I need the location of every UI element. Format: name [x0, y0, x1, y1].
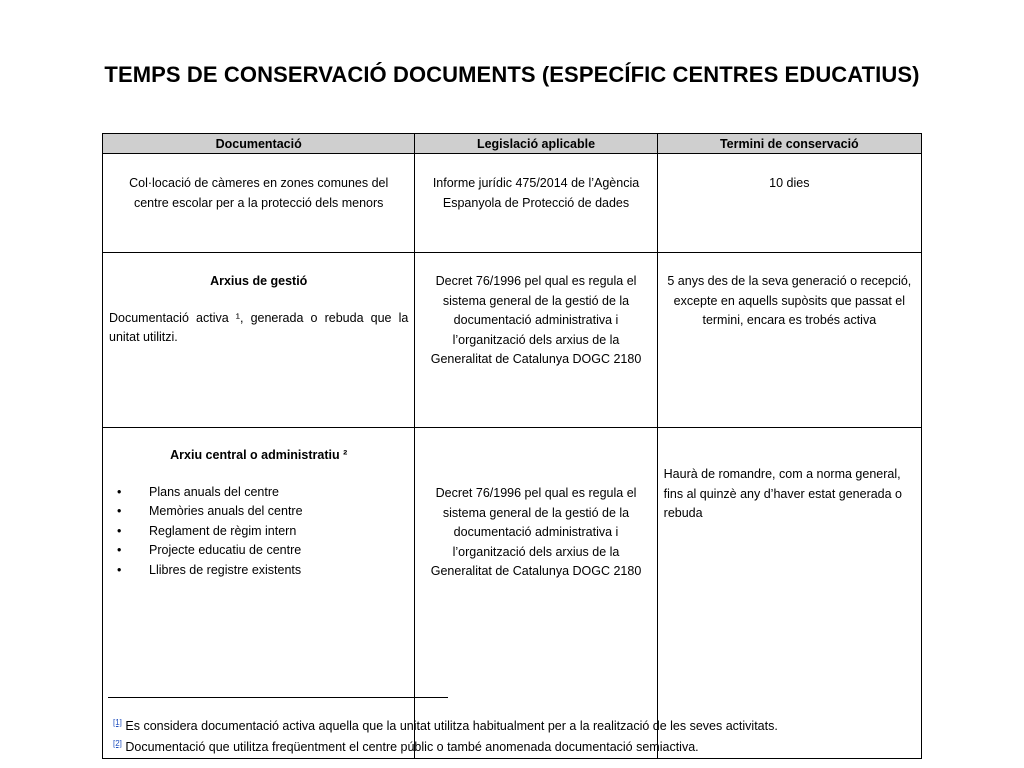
cell-termini: [657, 428, 921, 759]
doc-text-line: Col·locació de càmeres en zones comunes del: [129, 176, 389, 190]
term-text-line: 5 anys des de la seva generació o recepció,: [667, 274, 912, 288]
cell-legislacio: [415, 154, 657, 253]
cell-termini: [657, 253, 921, 428]
law-text-line: Decret 76/1996 pel qual es regula el: [435, 274, 637, 288]
term-text: 10 dies: [769, 176, 810, 190]
doc-description: Documentació activa ¹, generada o rebuda que la unitat utilitzi.: [109, 310, 409, 344]
table-row: [103, 154, 922, 253]
list-item: [109, 561, 408, 581]
list-item-label: Projecte educatiu de centre: [149, 543, 302, 557]
cell-documentacio: [103, 253, 415, 428]
law-text-line: Generalitat de Catalunya DOGC 2180: [430, 352, 642, 366]
cell-termini: [657, 154, 921, 253]
header-termini: Termini de conservació: [657, 134, 921, 154]
footnotes: [113, 714, 778, 756]
list-item-label: Memòries anuals del centre: [149, 504, 303, 518]
footnote-1: [113, 714, 778, 735]
term-text-line: Haurà de romandre, com a norma general,: [663, 467, 901, 481]
list-item: [109, 522, 408, 542]
footnote-text: Es considera documentació activa aquella que la unitat utilitza habitualment per a la realització de les seves activitats.: [121, 719, 778, 734]
bullet-icon: •: [117, 504, 122, 518]
header-legislacio: Legislació aplicable: [415, 134, 657, 154]
footnote-link[interactable]: [2]: [113, 739, 122, 749]
law-text-line: documentació administrativa i: [453, 313, 619, 327]
list-item-label: Reglament de règim intern: [149, 523, 297, 538]
table-row: [103, 253, 922, 428]
document-list: [109, 483, 408, 581]
section-heading: Arxius de gestió: [210, 274, 308, 288]
table-header-row: [103, 134, 922, 154]
header-documentacio: Documentació: [103, 134, 415, 154]
law-text-line: sistema general de la gestió de la: [442, 505, 630, 520]
term-text-line: rebuda: [663, 506, 703, 520]
section-heading: Arxiu central o administratiu ²: [170, 448, 348, 462]
list-item: [109, 541, 408, 561]
bullet-icon: •: [117, 543, 122, 557]
law-text-line: Informe jurídic 475/2014 de l’Agència: [432, 176, 640, 190]
law-text-line: l’organització dels arxius de la: [452, 544, 620, 559]
term-text-line: excepte en aquells supòsits que passat el: [673, 293, 906, 308]
list-item: [109, 502, 408, 522]
table-row: [103, 428, 922, 759]
doc-text-line: centre escolar per a la protecció dels menors: [133, 195, 384, 210]
law-text-line: Generalitat de Catalunya DOGC 2180: [430, 564, 642, 578]
law-text-line: l’organització dels arxius de la: [452, 332, 620, 347]
footnote-divider: [108, 697, 448, 698]
list-item-label: Llibres de registre existents: [149, 562, 302, 577]
cell-legislacio: [415, 253, 657, 428]
footnote-text: Documentació que utilitza freqüentment el centre públic o també anomenada documentació semiactiva.: [121, 740, 699, 755]
cell-documentacio: [103, 154, 415, 253]
retention-table: [102, 133, 922, 759]
bullet-icon: •: [117, 523, 122, 538]
law-text-line: sistema general de la gestió de la: [442, 293, 630, 308]
bullet-icon: •: [117, 484, 122, 499]
law-text-line: documentació administrativa i: [453, 525, 619, 539]
list-item: [109, 483, 408, 503]
cell-documentacio: [103, 428, 415, 759]
list-item-label: Plans anuals del centre: [149, 484, 279, 499]
page-title: TEMPS DE CONSERVACIÓ DOCUMENTS (ESPECÍFIC CENTRES EDUCATIUS): [104, 62, 920, 87]
term-text-line: fins al quinzè any d’haver estat generada o: [663, 486, 903, 501]
law-text-line: Decret 76/1996 pel qual es regula el: [435, 486, 637, 500]
law-text-line: Espanyola de Protecció de dades: [442, 195, 630, 210]
footnote-link[interactable]: [1]: [113, 718, 122, 727]
cell-legislacio: [415, 428, 657, 759]
bullet-icon: •: [117, 562, 122, 577]
term-text-line: termini, encara es trobés activa: [702, 313, 877, 327]
footnote-2: [113, 735, 778, 756]
